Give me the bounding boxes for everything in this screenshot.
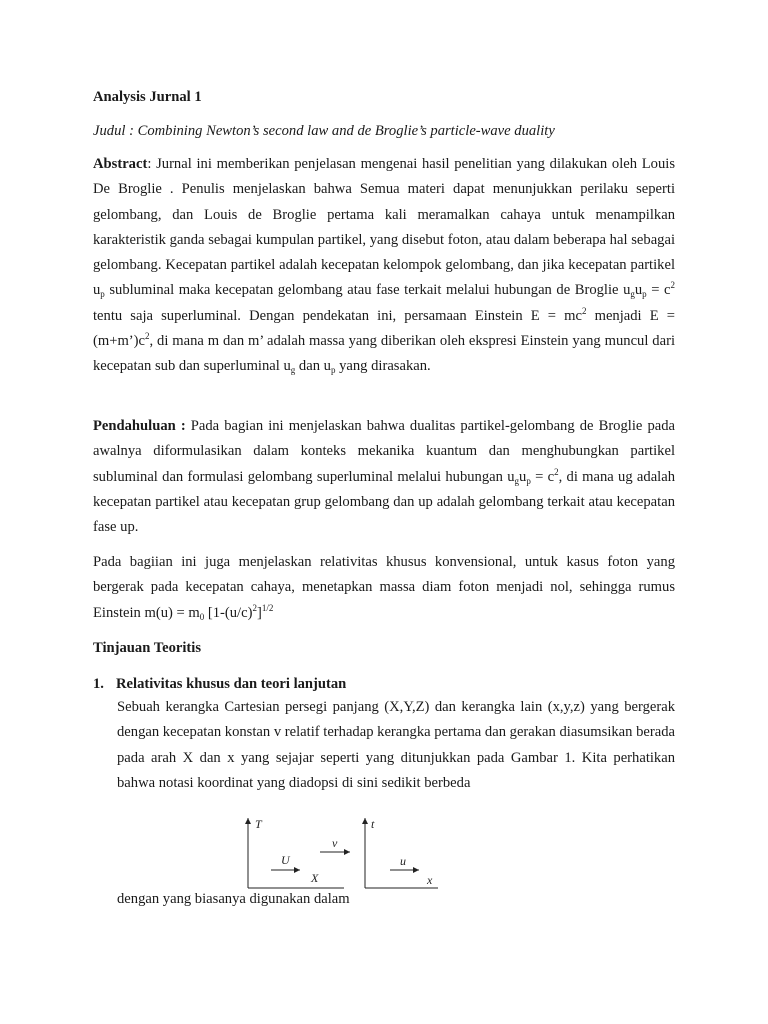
label-x: x xyxy=(427,873,433,887)
section-heading-tinjauan: Tinjauan Teoritis xyxy=(93,640,202,656)
abstract-paragraph: Abstract: Jurnal ini memberikan penjelasan mengenai hasil penelitian yang dilakukan oleh Louis De Broglie . Penulis menjelaskan bahwa Semua materi dapat menunjukkan perilaku seperti gelombang, dan Louis de Broglie pertama kali meramalkan cahaya untuk menampilkan karakteristik ganda sebagai kumpulan partikel, yang disebut foton, atau dalam beberapa hal sebagai gelombang. Kecepatan partikel adalah kecepatan kelompok gelombang, dan jika kecepatan partikel $u_p$ subluminal maka kecepatan gelombang atau fase terkait melalui hubungan de Broglie $u_gu_p = c^2$ tentu saja superluminal. Dengan pendekatan ini, persamaan Einstein $E = mc^2$ menjadi $E = (m+m’)c^2$, di mana m dan m’ adalah massa yang diberikan oleh ekspresi Einstein yang muncul dari kecepatan sub dan superluminal $u_g$ dan $u_p$ yang dirasakan. xyxy=(93,156,675,376)
label-u: u xyxy=(400,854,406,868)
label-U: U xyxy=(281,853,290,867)
document-title: Analysis Jurnal 1 xyxy=(93,89,202,105)
reference-frames-figure xyxy=(238,810,442,894)
list-number: 1. xyxy=(93,676,104,692)
pendahuluan-paragraph: Pendahuluan : Pada bagian ini menjelaskan bahwa dualitas partikel-gelombang de Broglie pada awalnya diformulasikan dalam konteks mekanika kuantum dan menghubungkan partikel subluminal dan formulasi gelombang superluminal melalui hubungan $u_gu_p = c^2$, di mana ug adalah kecepatan partikel atau kecepatan grup gelombang dan up adalah gelombang terkait atau kecepatan fase up. xyxy=(93,418,676,536)
label-v: v xyxy=(332,836,338,850)
abstract-label: Abstract xyxy=(93,156,148,172)
continuation-text: dengan yang biasanya digunakan dalam xyxy=(117,891,350,907)
list-item-body: Sebuah kerangka Cartesian persegi panjang (X,Y,Z) dan kerangka lain (x,y,z) yang bergerak dengan kecepatan konstan v relatif terhadap kerangka pertama dan gerakan diasumsikan berada pada arah X dan x yang sejajar seperti yang ditunjukkan pada Gambar 1. Kita perhatikan bahwa notasi koordinat yang diadopsi di sini sedikit berbeda xyxy=(117,699,675,791)
label-X: X xyxy=(311,871,319,885)
pendahuluan-label: Pendahuluan : xyxy=(93,418,186,434)
label-t: t xyxy=(371,817,375,831)
list-item-heading xyxy=(93,675,675,693)
journal-title: Judul : Combining Newton’s second law and de Broglie’s particle-wave duality xyxy=(93,123,555,139)
label-T: T xyxy=(255,817,262,831)
list-heading-text: Relativitas khusus dan teori lanjutan xyxy=(116,676,347,692)
relativity-paragraph: Pada bagiian ini juga menjelaskan relativitas khusus konvensional, untuk kasus foton yang bergerak pada kecepatan cahaya, menetapkan massa diam foton menjadi nol, sehingga rumus Einstein $m(u) = m_0$ $[1-(u/c)^2]^{1/2}$ xyxy=(93,554,675,622)
